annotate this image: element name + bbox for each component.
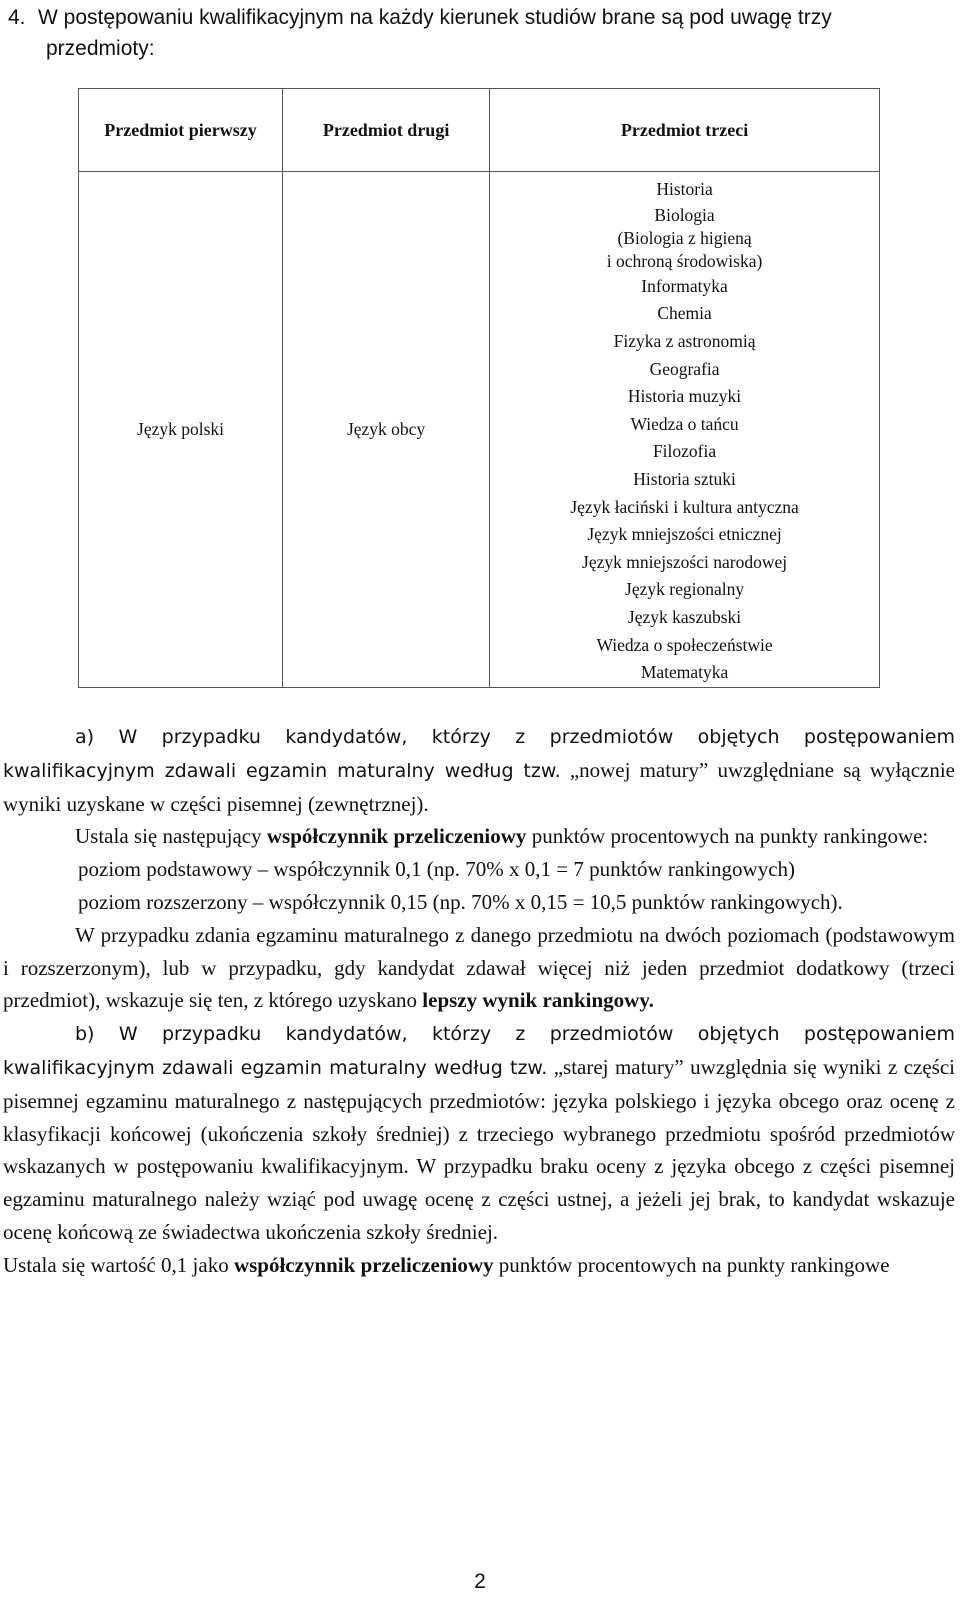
coefficient-intro-post: punktów procentowych na punkty rankingowe: [526,824,929,849]
extended-level-line: poziom rozszerzony – współczynnik 0,15 (np. 70% x 0,15 = 10,5 punktów rankingowych). [78,889,843,914]
paragraph-a [3,720,955,820]
final-paragraph [3,1249,955,1282]
final-post: punktów procentowych na punkty rankingowe [493,1252,890,1277]
header-first-subject: Przedmiot pierwszy [79,89,283,172]
third-subject-item: Język regionalny [625,579,745,600]
both-levels-bold: lepszy wynik rankingowy. [422,988,654,1013]
third-subject-item: Historia muzyki [627,386,742,407]
coefficient-intro [3,820,955,853]
heading-line2: przedmioty: [46,37,155,60]
third-subject-item: Język mniejszości etnicznej [587,524,782,545]
both-levels-pre: W przypadku zdania egzaminu maturalnego z danego przedmiotu na dwóch poziomach (podstawowym i rozszerzonym), lub w przypadku, gdy kandydat zdawał więcej niż jeden przedmiot dodatkowy (trzeci przedmiot), wskazuje się ten, z którego uzyskano [3,922,955,1013]
final-pre: Ustala się wartość 0,1 jako [3,1252,234,1277]
both-levels-paragraph [3,919,955,1017]
third-subject-item: Historia sztuki [633,469,736,489]
third-subject-item: Język kaszubski [627,606,742,627]
table-header-row [79,89,880,172]
third-subject-item: Historia [656,179,713,200]
third-subject-item: Informatyka [641,275,728,296]
subjects-table [78,88,880,688]
third-subject-item: Biologia [654,204,715,225]
paragraph-b-text: b) W przypadku kandydatów, którzy z przedmiotów objętych postępowaniem kwalifikacyjnym zdawali egzamin maturalny według tzw. [3,1023,955,1079]
third-subject-list [490,172,879,687]
third-subject-item: (Biologia z higieną [617,227,752,248]
third-subject-item: i ochroną środowiska) [606,250,763,271]
third-subject-item: Język łaciński i kultura antyczna [570,496,799,517]
paragraph-a-tail: „nowej matury” uwzględniane są wyłącznie wyniki uzyskane w części pisemnej (zewnętrznej). [3,757,955,816]
third-subject-item: Filozofia [652,441,717,462]
paragraph-b-tail2: W przypadku braku oceny z języka obcego z części pisemnej egzaminu maturalnego należy wziąć pod uwagę ocenę z części ustnej, a jeżeli jej brak, to kandydat wskazuje ocenę końcową ze świadectwa ukończenia szkoły średniej. [3,1154,955,1244]
page-number: 2 [474,1570,486,1593]
heading-number: 4. [8,6,26,29]
third-subject-item: Wiedza o społeczeństwie [596,634,773,655]
first-subject-cell: Język polski [79,172,283,688]
third-subject-item: Matematyka [640,662,729,683]
third-subject-item: Wiedza o tańcu [630,413,739,434]
header-third-subject: Przedmiot trzeci [490,89,880,172]
third-subject-item: Geografia [649,358,720,379]
third-subject-item: Fizyka z astronomią [613,331,756,352]
table-row [79,172,880,688]
body-text [3,720,955,1282]
paragraph-b-tail: „starej matury” uwzględnia się wyniki z części pisemnej egzaminu maturalnego z następujących przedmiotów: języka polskiego i języka obcego oraz ocenę z klasyfikacji końcowej (ukończenia szkoły średniej) z trzeciego wybranego przedmiotu spośród przedmiotów wskazanych w postępowaniu kwalifikacyjnym. [3,1054,956,1179]
coefficient-intro-bold: współczynnik przeliczeniowy [266,824,527,849]
third-subject-item: Język mniejszości narodowej [582,551,788,572]
header-second-subject: Przedmiot drugi [283,89,490,172]
heading-line1: W postępowaniu kwalifikacyjnym na każdy kierunek studiów brane są pod uwagę trzy [38,6,832,29]
final-bold: współczynnik przeliczeniowy [233,1252,494,1277]
basic-level-line: poziom podstawowy – współczynnik 0,1 (np. 70% x 0,1 = 7 punktów rankingowych) [78,857,796,882]
third-subject-cell [490,172,880,688]
coefficient-intro-pre: Ustala się następujący [75,824,267,849]
second-subject-cell: Język obcy [283,172,490,688]
third-subject-item: Chemia [657,303,712,324]
paragraph-a-text: a) W przypadku kandydatów, którzy z przedmiotów objętych postępowaniem kwalifikacyjnym zdawali egzamin maturalny według tzw. [3,726,955,782]
paragraph-b [3,1017,955,1249]
section-heading [8,2,943,64]
